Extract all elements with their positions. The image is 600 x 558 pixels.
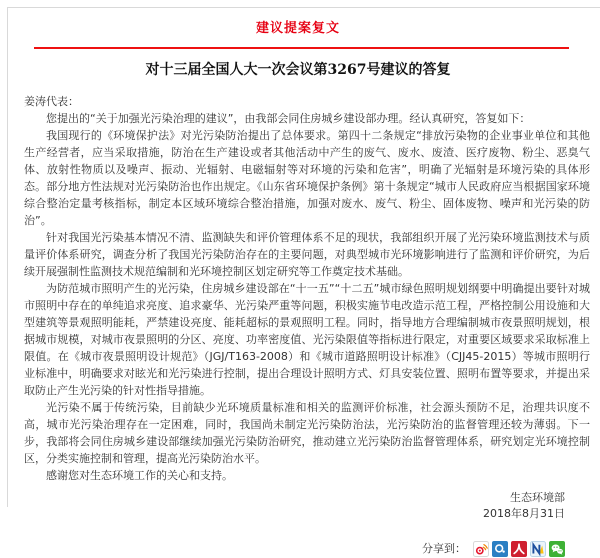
reply-document-page (7, 7, 600, 555)
renren-icon[interactable] (511, 541, 527, 557)
paragraph-2: 我国现行的《环境保护法》对光污染防治提出了总体要求。第四十二条规定“排放污染物的企业事业单位和其他生产经营者，应当采取措施，防治在生产建设或者其他活动中产生的废气、废水、废渣、医疗废物、粉尘、恶臭气体、放射性物质以及噪声、振动、光辐射、电磁辐射等对环境的污染和危害”，明确了光辐射是环境污染的具体形态。部分地方性法规对光污染防治也作出规定。《山东省环境保护条例》第十条规定“城市人民政府应当根据国家环境综合整治定量考核指标，制定本区域环境综合整治措施，加强对废水、废气、粉尘、固体废物、噪声和光污染的防治”。 (24, 129, 590, 227)
category-header: 建议提案复文 (255, 21, 340, 36)
signature-date: 2018年8月31日 (483, 507, 565, 520)
closing-line: 感谢您对生态环境工作的关心和支持。 (46, 469, 233, 482)
paragraph-3: 针对我国光污染基本情况不清、监测缺失和评价管理体系不足的现状，我部组织开展了光污染环境监测技术与质量评价体系研究，调查分析了我国光污染防治存在的主要问题，对典型城市光环境影响进行了监测和评价研究，为后续开展强制性监测技术规范编制和光环境控制区划定研究等工作奠定技术基础。 (24, 231, 590, 278)
page-title: 对十三届全国人大一次会议第3267号建议的答复 (145, 62, 451, 78)
tencent-weibo-icon[interactable] (492, 541, 508, 557)
document-body (24, 93, 590, 484)
signature-org: 生态环境部 (510, 491, 565, 504)
wechat-icon[interactable] (549, 541, 565, 557)
paragraph-4: 为防范城市照明产生的光污染，住房城乡建设部在“十一五”“十二五”城市绿色照明规划纲要中明确提出要针对城市照明中存在的单纯追求亮度、追求豪华、光污染严重等问题，积极实施节电改造示范工程，严格控制公用设施和大型建筑等景观照明能耗，严禁建设亮度、能耗超标的景观照明工程。同时，指导地方合理编制城市夜景照明规划，根据城市规模，对城市夜景照明的分区、亮度、功率密度值、光污染限值等指标进行限定，对重要区域要求采取标准上限值。在《城市夜景照明设计规范》（JGJ/T163-2008）和《城市道路照明设计标准》（CJJ45-2015）等城市照明行业标准中，明确要求对眩光和光污染进行控制，提出合理设计照明方式、灯具安装位置、照明布置等要求，并提出采取防止产生光污染的针对性指导措施。 (24, 282, 590, 397)
sina-weibo-icon[interactable] (473, 541, 489, 557)
paragraph-5: 光污染不属于传统污染，目前缺少光环境质量标准和相关的监测评价标准，社会源头预防不足，治理共识度不高，城市光污染治理存在一定困难，同时，我国尚未制定光污染防治法，光污染防治的监督管理还较为薄弱。下一步，我部将会同住房城乡建设部继续加强光污染防治研究，推动建立光污染防治监督管理体系，研究划定光环境控制区，分类实施控制和管理，提高光污染防治水平。 (24, 401, 590, 465)
netease-weibo-icon[interactable] (530, 541, 546, 557)
paragraph-1: 您提出的“关于加强光污染治理的建议”，由我部会同住房城乡建设部办理。经认真研究，答复如下： (46, 112, 531, 125)
salutation: 姜涛代表： (24, 95, 79, 108)
share-label: 分享到： (422, 542, 466, 555)
signature-block (24, 490, 565, 522)
share-bar (24, 540, 565, 558)
header-divider (34, 47, 569, 49)
